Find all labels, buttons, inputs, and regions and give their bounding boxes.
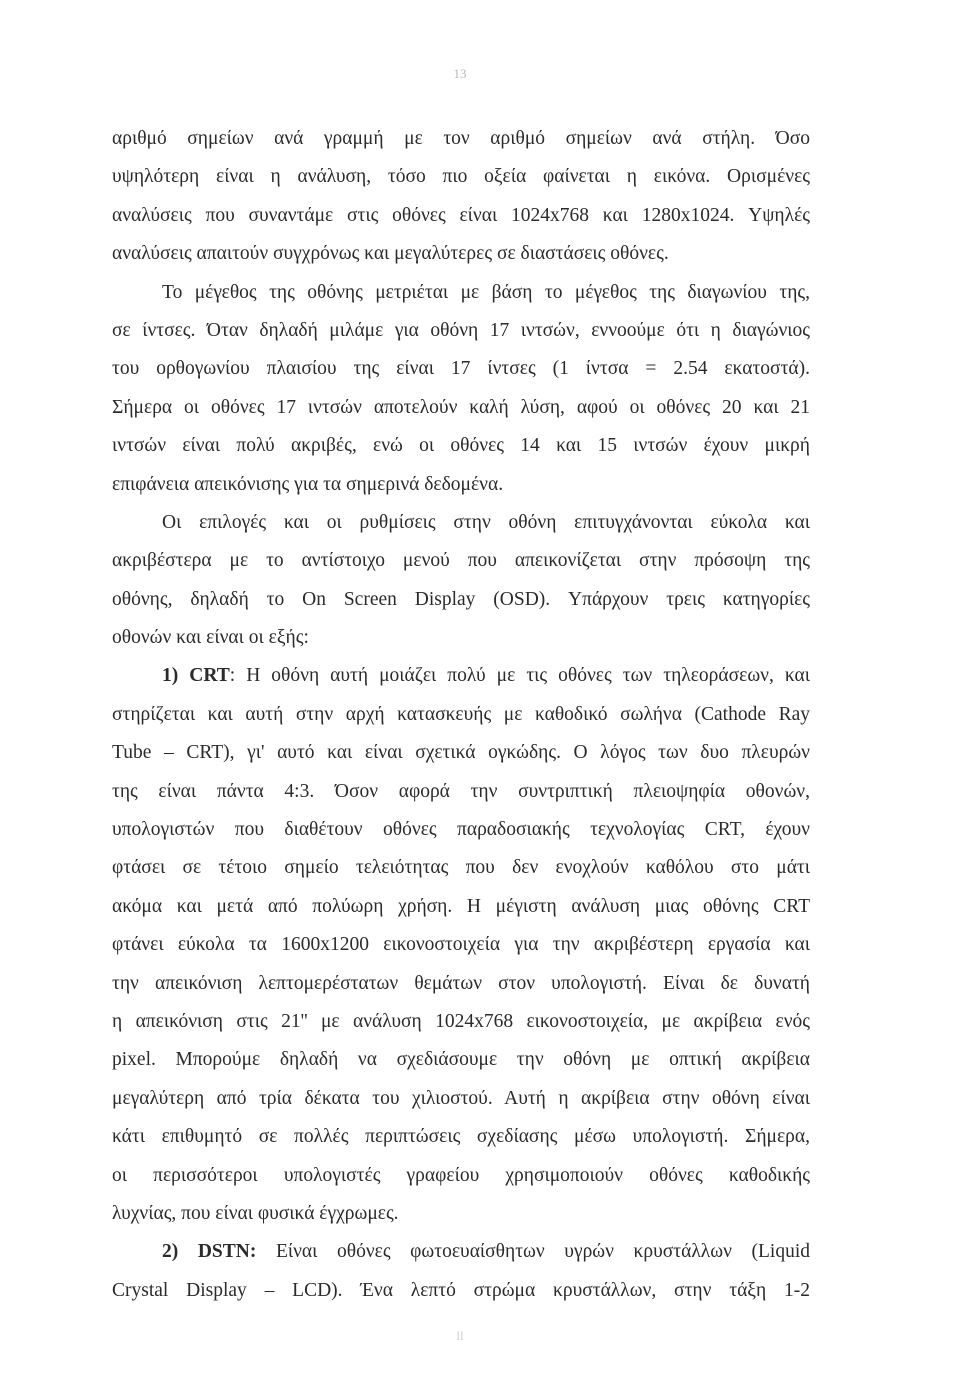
text-line: Tube – CRT), γι' αυτό και είναι σχετικά ογκώδης. Ο λόγος των δυο πλευρών (112, 742, 810, 764)
text-line: κάτι επιθυμητό σε πολλές περιπτώσεις σχεδίασης μέσω υπολογιστή. Σήμερα, (112, 1126, 810, 1148)
text-line: στηρίζεται και αυτή στην αρχή κατασκευής με καθοδικό σωλήνα (Cathode Ray (112, 703, 810, 725)
text-line (112, 1233, 810, 1271)
text-line: pixel. Μπορούμε δηλαδή να σχεδιάσουμε την οθόνη με οπτική ακρίβεια (112, 1049, 810, 1071)
text-line: υψηλότερη είναι η ανάλυση, τόσο πιο οξεία φαίνεται η εικόνα. Ορισμένες (112, 166, 810, 188)
text-line: την απεικόνιση λεπτομερέστατων θεμάτων στον υπολογιστή. Είναι δε δυνατή (112, 972, 810, 994)
text-line: υπολογιστών που διαθέτουν οθόνες παραδοσιακής τεχνολογίας CRT, έχουν (112, 819, 810, 841)
text-line: ακριβέστερα με το αντίστοιχο μενού που απεικονίζεται στην πρόσοψη της (112, 550, 810, 572)
text-line: αναλύσεις απαιτούν συγχρόνως και μεγαλύτερες σε διαστάσεις οθόνες. (112, 243, 669, 265)
text-line: αναλύσεις που συναντάμε στις οθόνες είναι 1024x768 και 1280x1024. Υψηλές (112, 204, 810, 226)
text-line: ιντσών είναι πολύ ακριβές, ενώ οι οθόνες 14 και 15 ιντσών έχουν μικρή (112, 435, 810, 457)
text-line: μεγαλύτερη από τρία δέκατα του χιλιοστού. Αυτή η ακρίβεια στην οθόνη είναι (112, 1087, 810, 1109)
page-number: 13 (453, 66, 467, 81)
footer-mark: ll (456, 1328, 464, 1343)
text-line: σε ίντσες. Όταν δηλαδή μιλάμε για οθόνη 17 ιντσών, εννοούμε ότι η διαγώνιος (112, 319, 810, 341)
text-line: οθονών και είναι οι εξής: (112, 627, 309, 649)
text-line: φτάνει εύκολα τα 1600x1200 εικονοστοιχεία για την ακριβέστερη εργασία και (112, 934, 810, 956)
text-line (112, 657, 810, 695)
list-text: : Η οθόνη αυτή μοιάζει πολύ με τις οθόνες των τηλεοράσεων, και (229, 665, 810, 687)
text-line: αριθμό σημείων ανά γραμμή με τον αριθμό σημείων ανά στήλη. Όσο (112, 128, 810, 149)
list-text: Είναι οθόνες φωτοευαίσθητων υγρών κρυστάλλων (Liquid (256, 1241, 810, 1263)
text-line: επιφάνεια απεικόνισης για τα σημερινά δεδομένα. (112, 473, 504, 495)
text-line: οθόνης, δηλαδή το On Screen Display (OSD). Υπάρχουν τρεις κατηγορίες (112, 588, 810, 610)
text-line: της είναι πάντα 4:3. Όσον αφορά την συντριπτική πλειοψηφία οθονών, (112, 780, 810, 802)
text-line: λυχνίας, που είναι φυσικά έγχρωμες. (112, 1202, 399, 1224)
text-line: Crystal Display – LCD). Ένα λεπτό στρώμα κρυστάλλων, στην τάξη 1-2 (112, 1279, 810, 1301)
text-line: του ορθογωνίου πλαισίου της είναι 17 ίντσες (1 ίντσα = 2.54 εκατοστά). (112, 358, 810, 380)
text-line: Σήμερα οι οθόνες 17 ιντσών αποτελούν καλή λύση, αφού οι οθόνες 20 και 21 (112, 396, 810, 418)
text-line: Το μέγεθος της οθόνης μετριέται με βάση το μέγεθος της διαγωνίου της, (162, 281, 810, 303)
text-line: η απεικόνιση στις 21'' με ανάλυση 1024x768 εικονοστοιχεία, με ακρίβεια ενός (112, 1010, 810, 1032)
text-line: Οι επιλογές και οι ρυθμίσεις στην οθόνη επιτυγχάνονται εύκολα και (162, 511, 810, 533)
text-line: φτάσει σε τέτοιο σημείο τελειότητας που δεν ενοχλούν καθόλου στο μάτι (112, 857, 810, 879)
body-text (112, 120, 810, 1310)
list-label-crt: 1) CRT (162, 665, 230, 687)
text-line: ακόμα και μετά από πολύωρη χρήση. Η μέγιστη ανάλυση μιας οθόνης CRT (112, 895, 810, 917)
text-line: οι περισσότεροι υπολογιστές γραφείου χρησιμοποιούν οθόνες καθοδικής (112, 1164, 810, 1186)
list-label-dstn: 2) DSTN: (162, 1241, 257, 1263)
